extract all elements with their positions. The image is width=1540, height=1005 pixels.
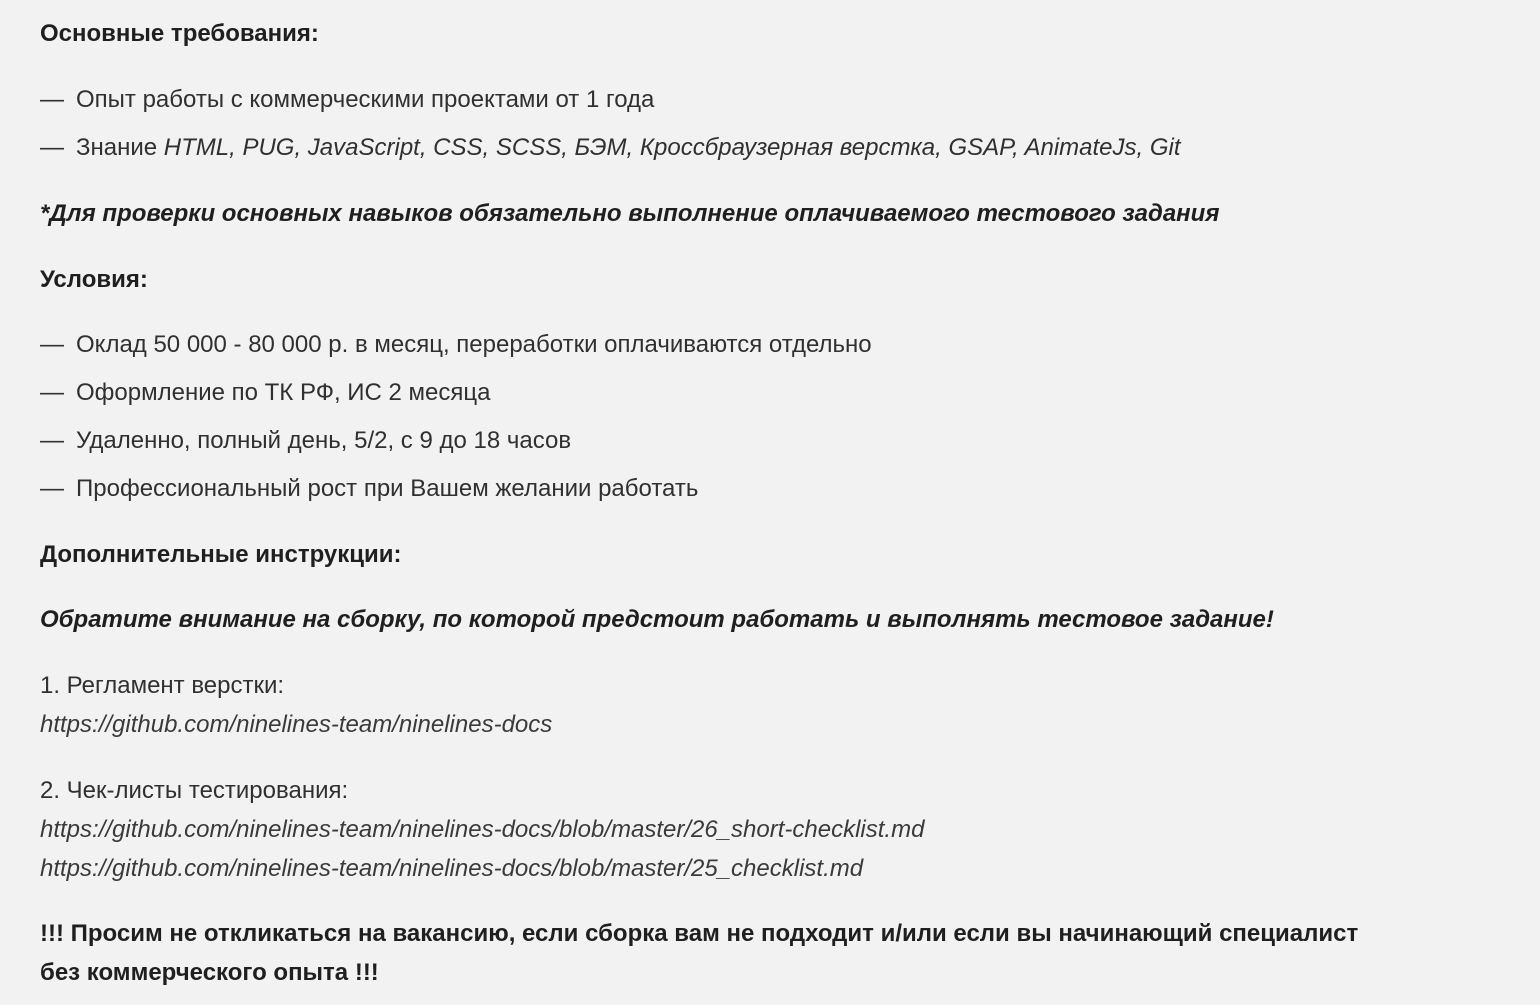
condition-item — [40, 381, 490, 405]
condition-text: Удаленно, полный день, 5/2, с 9 до 18 часов — [76, 427, 572, 454]
condition-item — [40, 477, 698, 501]
instructions-heading: Дополнительные инструкции: — [40, 541, 402, 568]
requirements-heading: Основные требования: — [40, 20, 319, 47]
dash-bullet: — — [40, 475, 64, 502]
tech-stack-list: HTML, PUG, JavaScript, CSS, SCSS, БЭМ, Кроссбраузерная верстка, GSAP, AnimateJs, Git — [163, 134, 1181, 161]
test-task-note: *Для проверки основных навыков обязательно выполнение оплачиваемого тестового задания — [40, 200, 1220, 227]
condition-text: Оклад 50 000 - 80 000 р. в месяц, переработки оплачиваются отдельно — [76, 331, 872, 358]
dash-bullet: — — [40, 331, 64, 358]
condition-text: Оформление по ТК РФ, ИС 2 месяца — [76, 379, 491, 406]
condition-item — [40, 333, 872, 357]
conditions-heading: Условия: — [40, 266, 148, 293]
dash-bullet: — — [40, 134, 64, 161]
warning-line-2: без коммерческого опыта !!! — [40, 959, 379, 986]
dash-bullet: — — [40, 379, 64, 406]
checklists-title: 2. Чек-листы тестирования: — [40, 777, 349, 804]
short-checklist-link[interactable]: https://github.com/ninelines-team/ninelines-docs/blob/master/26_short-checklist.md — [40, 816, 925, 843]
requirement-item — [40, 88, 654, 112]
layout-rules-title: 1. Регламент верстки: — [40, 672, 285, 699]
condition-text: Профессиональный рост при Вашем желании работать — [76, 475, 699, 502]
full-checklist-link[interactable]: https://github.com/ninelines-team/ninelines-docs/blob/master/25_checklist.md — [40, 855, 864, 882]
requirement-prefix: Знание — [76, 134, 164, 161]
dash-bullet: — — [40, 427, 64, 454]
requirement-item — [40, 136, 1181, 160]
dash-bullet: — — [40, 86, 64, 113]
requirement-text: Опыт работы с коммерческими проектами от 1 года — [76, 86, 655, 113]
warning-line-1: !!! Просим не откликаться на вакансию, если сборка вам не подходит и/или если вы начинающий специалист — [40, 920, 1359, 947]
build-notice: Обратите внимание на сборку, по которой предстоит работать и выполнять тестовое задание! — [40, 606, 1274, 633]
condition-item — [40, 429, 571, 453]
layout-rules-link[interactable]: https://github.com/ninelines-team/ninelines-docs — [40, 711, 553, 738]
